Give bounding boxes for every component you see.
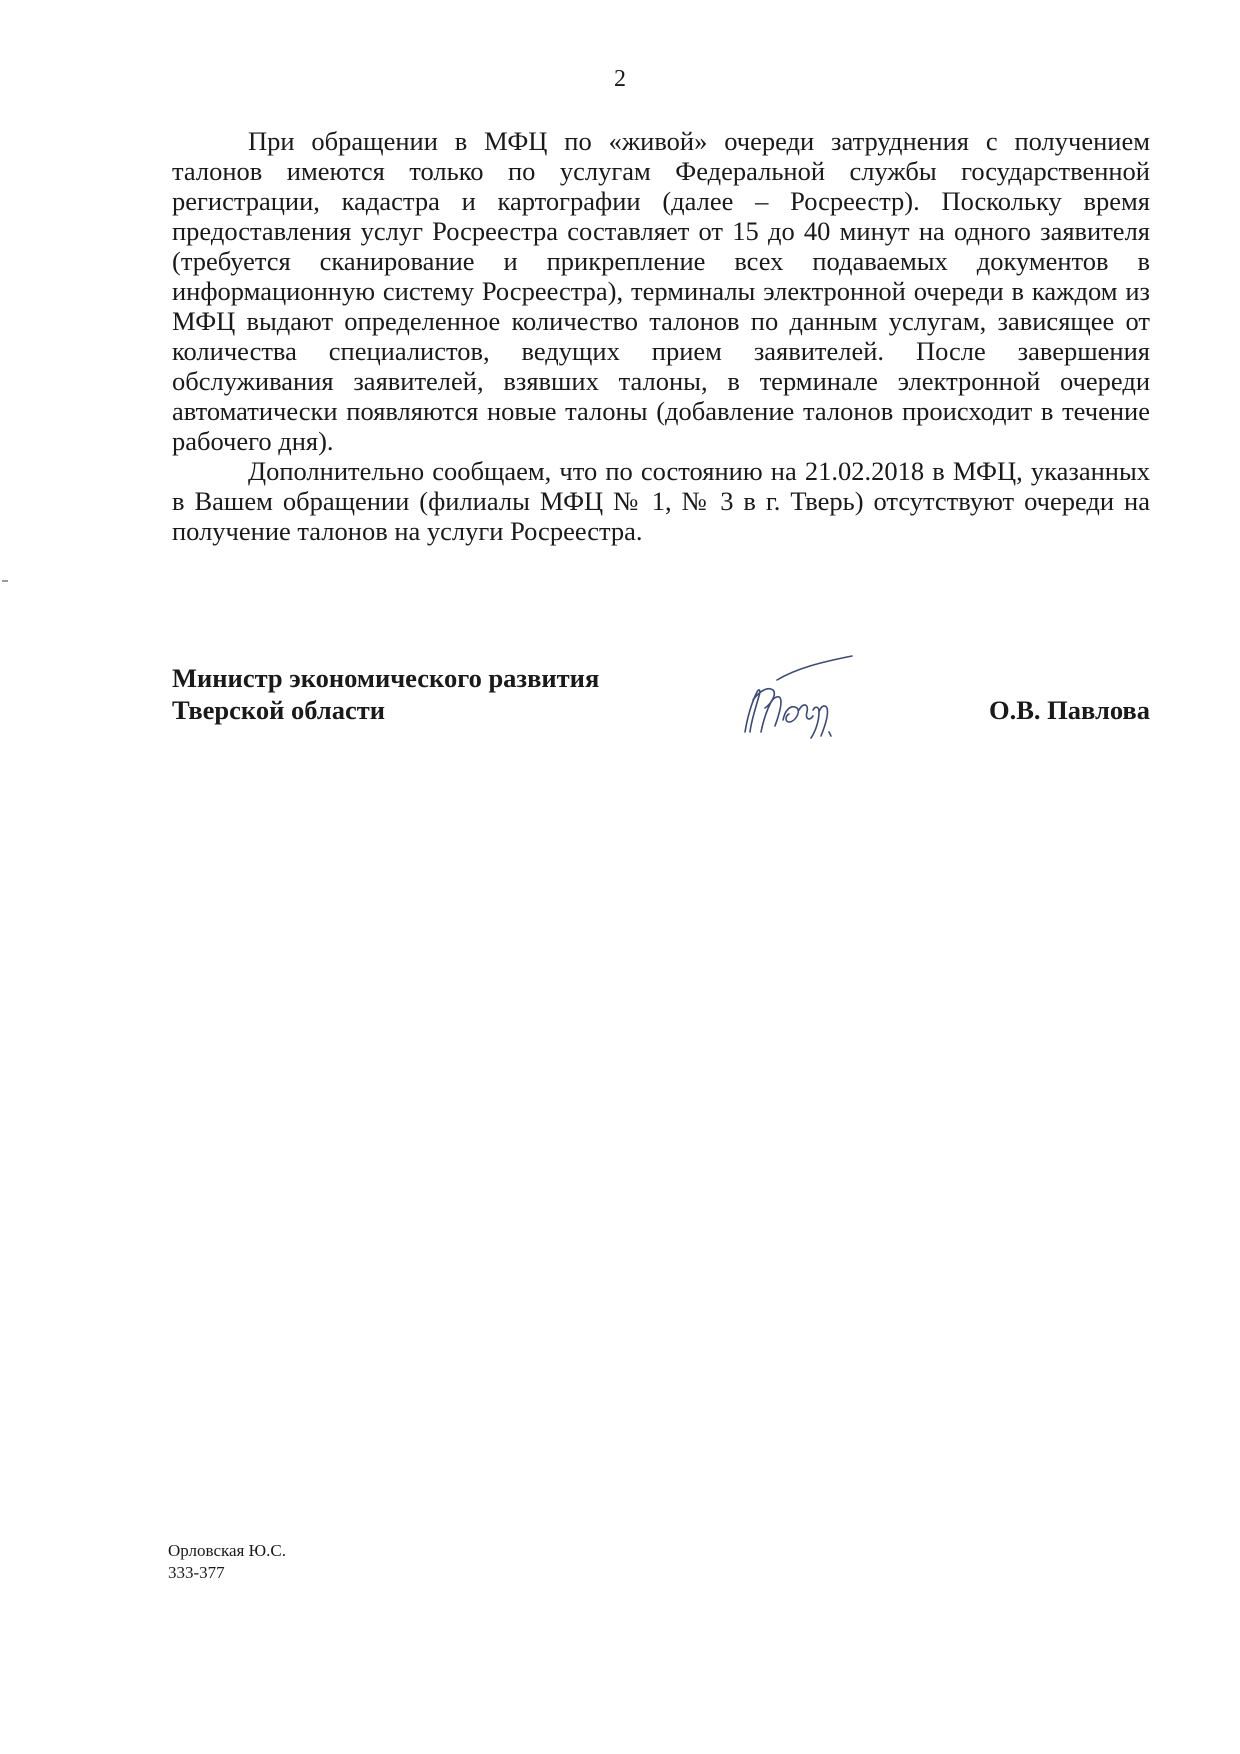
scan-artifact [2,580,8,582]
signer-title-line: Тверской области [172,695,385,725]
signer-title-line: Министр экономического развития [172,663,600,693]
page-number: 2 [614,66,626,92]
executor-info [168,1540,286,1584]
executor-name: Орловская Ю.С. [168,1541,286,1560]
executor-phone: 333-377 [168,1563,225,1582]
signer-name: О.В. Павлова [988,695,1150,725]
signer-title [172,662,599,726]
letter-body [172,126,1150,546]
paragraph: Дополнительно сообщаем, что по состоянию на 21.02.2018 в МФЦ, указанных в Вашем обращении (филиалы МФЦ № 1, № 3 в г. Тверь) отсутствуют очереди на получение талонов на услуги Росреестра. [172,456,1150,546]
paragraph: При обращении в МФЦ по «живой» очереди затруднения с получением талонов имеются только по услугам Федеральной службы государственной регистрации, кадастра и картографии (далее – Росреестр). Поскольку время предоставления услуг Росреестра составляет от 15 до 40 минут на одного заявителя (требуется сканирование и прикрепление всех подаваемых документов в информационную систему Росреестра), терминалы электронной очереди в каждом из МФЦ выдают определенное количество талонов по данным услугам, зависящее от количества специалистов, ведущих прием заявителей. После завершения обслуживания заявителей, взявших талоны, в терминале электронной очереди автоматически появляются новые талоны (добавление талонов происходит в течение рабочего дня). [172,126,1150,456]
signature-block [172,652,1150,752]
handwritten-signature [717,640,867,740]
